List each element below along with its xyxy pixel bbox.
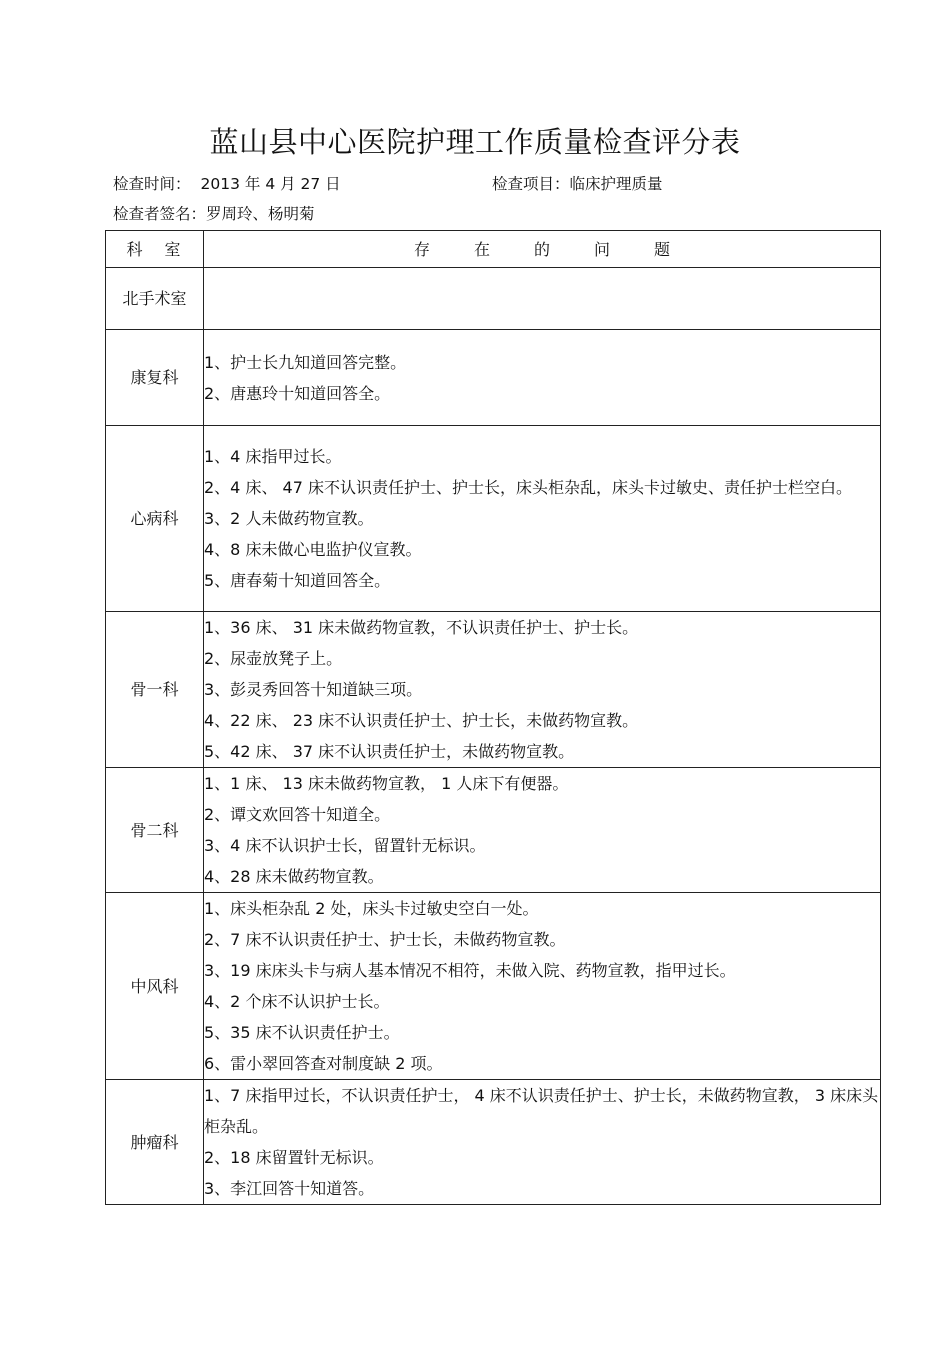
inspector-label: 检查者签名：: [113, 205, 207, 223]
issue-item: 3、彭灵秀回答十知道缺三项。: [204, 680, 423, 699]
inspection-date-label: 检查时间：: [113, 175, 191, 193]
department-cell: 心病科: [106, 426, 204, 612]
table-row: [106, 268, 881, 330]
issue-item: 3、2 人未做药物宣教。: [204, 509, 374, 528]
inspection-project: [492, 173, 663, 195]
issue-item: 1、7 床指甲过长，不认识责任护士， 4 床不认识责任护士、护士长，未做药物宣教， 3 床床头柜杂乱。: [204, 1086, 879, 1136]
table-row: [106, 612, 881, 768]
table-row: [106, 893, 881, 1080]
department-cell: 北手术室: [106, 268, 204, 330]
issues-cell: [204, 612, 881, 768]
header-issues: 存在的问题: [204, 231, 881, 268]
issue-item: 2、4 床、 47 床不认识责任护士、护士长，床头柜杂乱，床头卡过敏史、责任护士栏空白。: [204, 478, 852, 497]
department-cell: 中风科: [106, 893, 204, 1080]
table-row: [106, 426, 881, 612]
table-row: [106, 330, 881, 426]
issues-cell: [204, 426, 881, 612]
issue-item: 5、42 床、 37 床不认识责任护士，未做药物宣教。: [204, 742, 575, 761]
issue-item: 3、4 床不认识护士长，留置针无标识。: [204, 836, 486, 855]
issue-item: 1、36 床、 31 床未做药物宣教，不认识责任护士、护士长。: [204, 618, 639, 637]
issue-item: 2、尿壶放凳子上。: [204, 649, 343, 668]
header-department: 科室: [106, 231, 204, 268]
issues-cell: [204, 330, 881, 426]
issue-item: 5、35 床不认识责任护士。: [204, 1023, 400, 1042]
inspection-project-label: 检查项目：: [492, 175, 570, 193]
issues-cell: [204, 268, 881, 330]
issues-cell: [204, 1080, 881, 1205]
table-row: [106, 1080, 881, 1205]
issue-item: 1、4 床指甲过长。: [204, 447, 342, 466]
department-cell: 肿瘤科: [106, 1080, 204, 1205]
issue-item: 2、谭文欢回答十知道全。: [204, 805, 391, 824]
issue-item: 2、7 床不认识责任护士、护士长，未做药物宣教。: [204, 930, 566, 949]
issue-item: 4、28 床未做药物宣教。: [204, 867, 384, 886]
issue-item: 5、唐春菊十知道回答全。: [204, 571, 391, 590]
inspection-table: [105, 230, 881, 1205]
issue-item: 4、8 床未做心电监护仪宣教。: [204, 540, 422, 559]
issue-item: 2、唐惠玲十知道回答全。: [204, 383, 391, 403]
inspector-value: 罗周玲、杨明菊: [206, 205, 315, 223]
issue-item: 3、19 床床头卡与病人基本情况不相符，未做入院、药物宣教，指甲过长。: [204, 961, 736, 980]
department-cell: 骨一科: [106, 612, 204, 768]
issue-item: 1、床头柜杂乱 2 处，床头卡过敏史空白一处。: [204, 899, 539, 918]
issues-cell: [204, 893, 881, 1080]
issue-item: 4、22 床、 23 床不认识责任护士、护士长，未做药物宣教。: [204, 711, 639, 730]
issue-item: 3、李江回答十知道答。: [204, 1179, 375, 1198]
inspection-date-value: 2013 年 4 月 27 日: [200, 175, 341, 193]
issue-item: 4、2 个床不认识护士长。: [204, 992, 390, 1011]
department-cell: 骨二科: [106, 768, 204, 893]
issues-cell: [204, 768, 881, 893]
table-body: [106, 268, 881, 1205]
inspection-date: [113, 173, 341, 195]
table-header-row: [106, 231, 881, 268]
issue-item: 1、1 床、 13 床未做药物宣教， 1 人床下有便器。: [204, 774, 569, 793]
issue-item: 6、雷小翠回答查对制度缺 2 项。: [204, 1054, 443, 1073]
table-row: [106, 768, 881, 893]
inspection-project-value: 临床护理质量: [569, 175, 663, 193]
issue-item: 2、18 床留置针无标识。: [204, 1148, 384, 1167]
page-title: 蓝山县中心医院护理工作质量检查评分表: [209, 125, 741, 159]
department-cell: 康复科: [106, 330, 204, 426]
issue-item: 1、护士长九知道回答完整。: [204, 352, 407, 372]
inspector-signature: [113, 203, 315, 225]
